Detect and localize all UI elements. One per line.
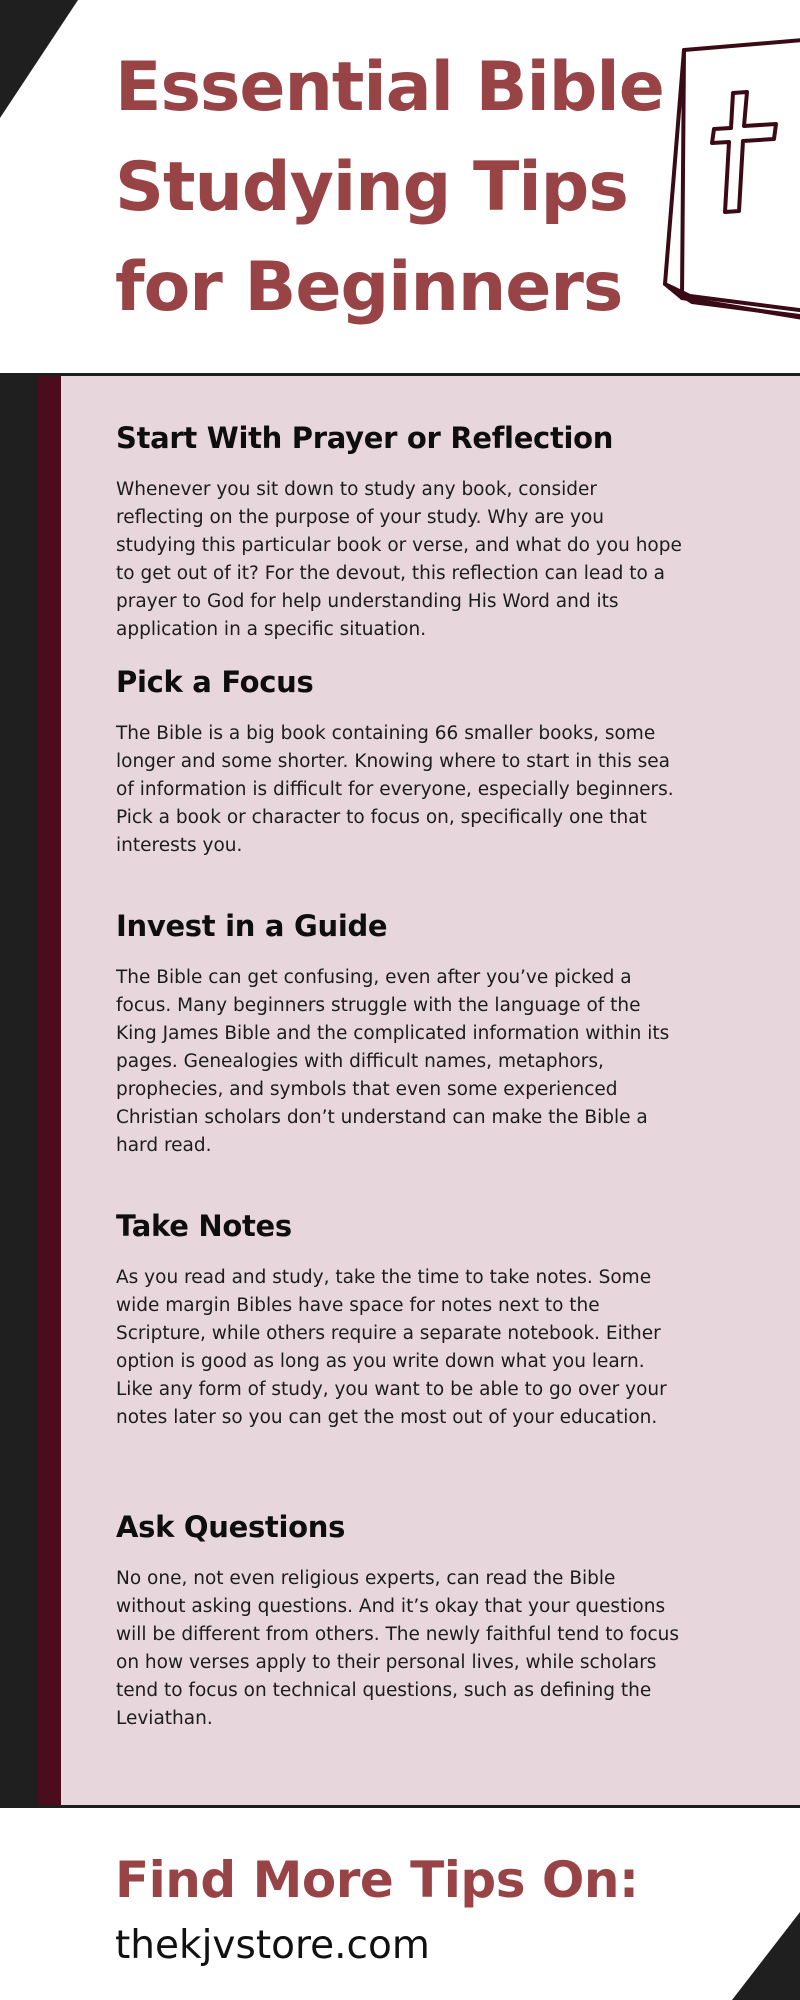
- tip-heading: Start With Prayer or Reflection: [116, 421, 614, 455]
- footer-url[interactable]: thekjvstore.com: [115, 1923, 430, 1968]
- footer: [0, 1808, 800, 2000]
- tip-body: The Bible is a big book containing 66 smaller books, some longer and some shorter. Knowing where to start in this sea of information is difficult for everyone, especially beginners. Pick a book or character to focus on, specifically one that interests you.: [116, 723, 674, 856]
- tip-body: No one, not even religious experts, can read the Bible without asking questions. And it’s okay that your questions will be different from others. The newly faithful tend to focus on how verses apply to their personal lives, while scholars tend to focus on technical questions, such as defining the Leviathan.: [116, 1568, 680, 1729]
- corner-triangle-bottom-right: [732, 1912, 800, 2000]
- side-band-maroon: [38, 376, 61, 1805]
- tip-body: As you read and study, take the time to take notes. Some wide margin Bibles have space for notes next to the Scripture, while others require a separate notebook. Either option is good as long as you write down what you learn. Like any form of study, you want to be able to go over your notes later so you can get the most out of your education.: [116, 1267, 667, 1428]
- tip-section-questions: [116, 1507, 686, 1733]
- footer-title: Find More Tips On:: [115, 1851, 639, 1909]
- side-band-dark: [0, 376, 38, 1805]
- tip-heading: Take Notes: [116, 1209, 292, 1243]
- tips-panel: [0, 376, 800, 1805]
- tip-section-focus: [116, 662, 686, 860]
- tip-body: Whenever you sit down to study any book, consider reflecting on the purpose of your study. Why are you studying this particular book or verse, and what do you hope to get out of it? For the devout, this reflection can lead to a prayer to God for help understanding His Word and its application in a specific situation.: [116, 479, 682, 640]
- page-title: [115, 38, 664, 338]
- header: [0, 0, 800, 373]
- title-line-2: Studying Tips: [115, 148, 628, 227]
- tip-heading: Invest in a Guide: [116, 909, 388, 943]
- bible-cross-icon: [640, 30, 800, 330]
- tip-body: The Bible can get confusing, even after you’ve picked a focus. Many beginners struggle with the language of the King James Bible and the complicated information within its pages. Genealogies with difficult names, metaphors, prophecies, and symbols that even some experienced Christian scholars don’t understand can make the Bible a hard read.: [116, 967, 670, 1156]
- tip-section-prayer: [116, 418, 686, 644]
- title-line-3: for Beginners: [115, 248, 623, 327]
- tip-heading: Ask Questions: [116, 1510, 346, 1544]
- title-line-1: Essential Bible: [115, 48, 664, 127]
- tip-section-notes: [116, 1206, 686, 1432]
- tip-section-guide: [116, 906, 686, 1160]
- tip-heading: Pick a Focus: [116, 665, 314, 699]
- corner-triangle-top-left: [0, 0, 78, 118]
